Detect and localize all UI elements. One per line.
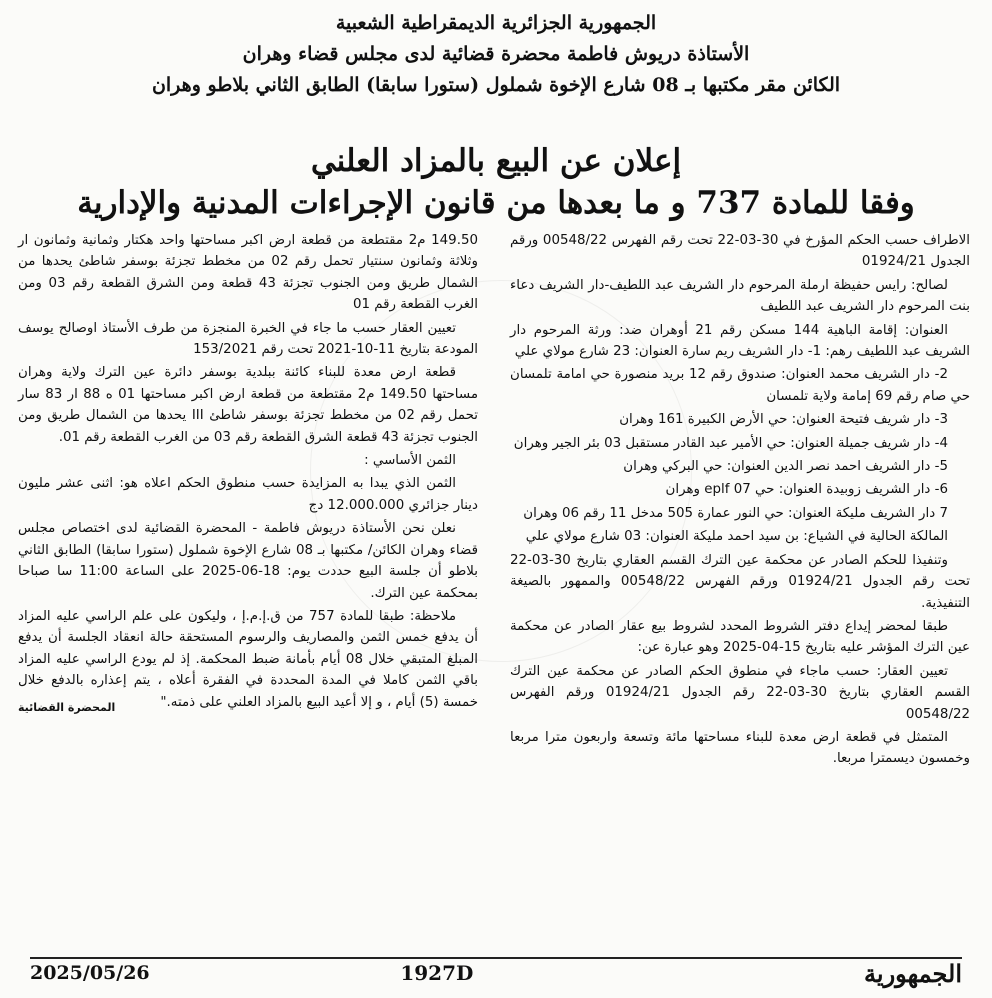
republic-line: الجمهورية الجزائرية الديمقراطية الشعبية [335, 12, 657, 34]
left-column [18, 230, 478, 952]
heir-5: 5- دار الشريف احمد نصر الدين العنوان: حي البركي وهران [623, 459, 948, 475]
title-line-2: وفقا للمادة 737 و ما بعدها من قانون الإجراءات المدنية والإدارية [77, 185, 915, 221]
conditions-paragraph: طبقا لمحضر إيداع دفتر الشروط المحدد لشروط بيع عقار الصادر عن محكمة عين الترك المؤشر عليه بتاريخ 15-04-2025 وهو عبارة عن: [510, 618, 970, 656]
area-paragraph: 149.50 م2 مقتطعة من قطعة ارض اكبر مساحتها واحد هكتار وثمانية وثمانون ار وثلاثة وثمانون سنتيار تحمل رقم 02 من مخطط تجزئة بوسفر شاطئ يحدها من الشمال طريق ومن الجنوب تجزئة 43 قطعة ومن الشرق القطعة رقم 03 ومن الغرب القطعة رقم 01 [18, 233, 478, 313]
execution-paragraph: وتنفيذا للحكم الصادر عن محكمة عين الترك القسم العقاري بتاريخ 30-03-22 تحت رقم الجدول 01924/21 ورقم الفهرس 00548/22 والممهور بالصيغة التنفيذية. [510, 552, 970, 611]
office-address-line: الكائن مقر مكتبها بـ 08 شارع الإخوة شملول (ستورا سابقا) الطابق الثاني بلاطو وهران [151, 74, 841, 96]
parcel-paragraph: قطعة ارض معدة للبناء كائنة ببلدية بوسفر دائرة عين الترك ولاية وهران مساحتها 149.50 م2 مقتطعة من قطعة ارض اكبر مساحتها 01 ه 88 ار 83 سار تحمل رقم 02 من مخطط تجزئة بوسفر شاطئ III يحدها من الشمال طريق ومن الجنوب تجزئة 43 قطعة الشرق القطعة رقم 03 من الغرب القطعة رقم 01. [18, 365, 479, 445]
expertise-paragraph: تعيين العقار حسب ما جاء في الخبرة المنجزة من طرف الأستاذ اوصالح يوسف المودعة بتاريخ 11-10-2021 تحت رقم 153/2021 [18, 320, 478, 358]
bailiff-line: الأستاذة دريوش فاطمة محضرة قضائية لدى مجلس قضاء وهران [242, 43, 750, 65]
address-paragraph: العنوان: إقامة الباهية 144 مسكن رقم 21 أوهران ضد: ورثة المرحوم دار الشريف عبد اللطيف رهم: 1- دار الشريف ريم سارة العنوان: 23 شارع مولاي علي [510, 322, 970, 360]
signature: المحضرة القضائية [18, 700, 116, 714]
heir-7: 7 دار الشريف مليكة العنوان: حي النور عمارة 505 مدخل 11 رقم 06 وهران [523, 505, 948, 521]
newspaper-logo: الجمهورية [864, 958, 962, 988]
body-columns [18, 230, 970, 952]
heir-4: 4- دار شريف جميلة العنوان: حي الأمير عبد القادر مستقبل 03 بئر الجير وهران [513, 435, 948, 451]
heir-6: 6- دار الشريف زوبيدة العنوان: حي 07 eplf وهران [665, 482, 948, 498]
right-column [510, 230, 970, 952]
note-paragraph: ملاحظة: طبقا للمادة 757 من ق.إ.م.إ ، وليكون على علم الراسي عليه المزاد أن يدفع خمس الثمن والمصاريف والرسوم المستحقة حالة انعقاد الجلسة أن يدفع المبلغ المتبقي خلال 08 أيام بأمانة ضبط المحكمة. إذ لم يودع الراسي عليه المزاد باقي الثمن كاملا في المدة المحددة في الفقرة أعلاه ، يتم إعذاره بالدفع خلال خمسة (5) أيام ، و إلا أعيد البيع بالمزاد العلني على ذمته." [18, 608, 478, 710]
current-owner: المالكة الحالية في الشياع: بن سيد احمد مليكة العنوان: 03 شارع مولاي علي [525, 529, 948, 545]
announcement-title [0, 140, 992, 224]
property-designation: تعيين العقار: حسب ماجاء في منطوق الحكم الصادر عن محكمة عين الترك القسم العقاري بتاريخ 30-03-22 رقم الجدول 01924/21 ورقم الفهرس 00548/22 [510, 663, 970, 722]
publication-date: 2025/05/26 [30, 962, 150, 984]
issue-number: 1927D [400, 961, 474, 985]
heir-3: 3- دار شريف فتيحة العنوان: حي الأرض الكبيرة 161 وهران [619, 412, 948, 428]
title-line-1: إعلان عن البيع بالمزاد العلني [310, 143, 682, 179]
base-price-heading: الثمن الأساسي : [364, 453, 456, 469]
beneficiary-paragraph: لصالح: رايس حفيظة ارملة المرحوم دار الشريف عبد اللطيف-دار الشريف دعاء بنت المرحوم دار الشريف عبد اللطيف [510, 277, 970, 315]
page-footer [30, 957, 962, 987]
masthead [0, 8, 992, 101]
auction-date-paragraph: نعلن نحن الأستاذة دريوش فاطمة - المحضرة القضائية لدى اختصاص مجلس قضاء وهران الكائن/ مكتبها بـ 08 شارع الإخوة شملول (ستورا سابقا) الطابق الثاني بلاطو أن جلسة البيع حددت يوم: 18-06-2025 على الساعة 11:00 سا صباحا بمحكمة عين الترك. [18, 521, 478, 601]
base-price-paragraph: الثمن الذي يبدا به المزايدة حسب منطوق الحكم اعلاه هو: اثنى عشر مليون دينار جزائري 12.000.000 دج [18, 476, 478, 513]
parties-paragraph: الاطراف حسب الحكم المؤرخ في 30-03-22 تحت رقم الفهرس 00548/22 ورقم الجدول 01924/21 [510, 233, 970, 270]
heir-2: 2- دار الشريف محمد العنوان: صندوق رقم 12 بريد منصورة حي امامة تلمسان حي صام رقم 69 إمامة ولاية تلمسان [510, 367, 970, 404]
property-description: المتمثل في قطعة ارض معدة للبناء مساحتها مائة وتسعة واربعون مترا مربعا وخمسون ديسمترا مربعا. [510, 729, 970, 767]
